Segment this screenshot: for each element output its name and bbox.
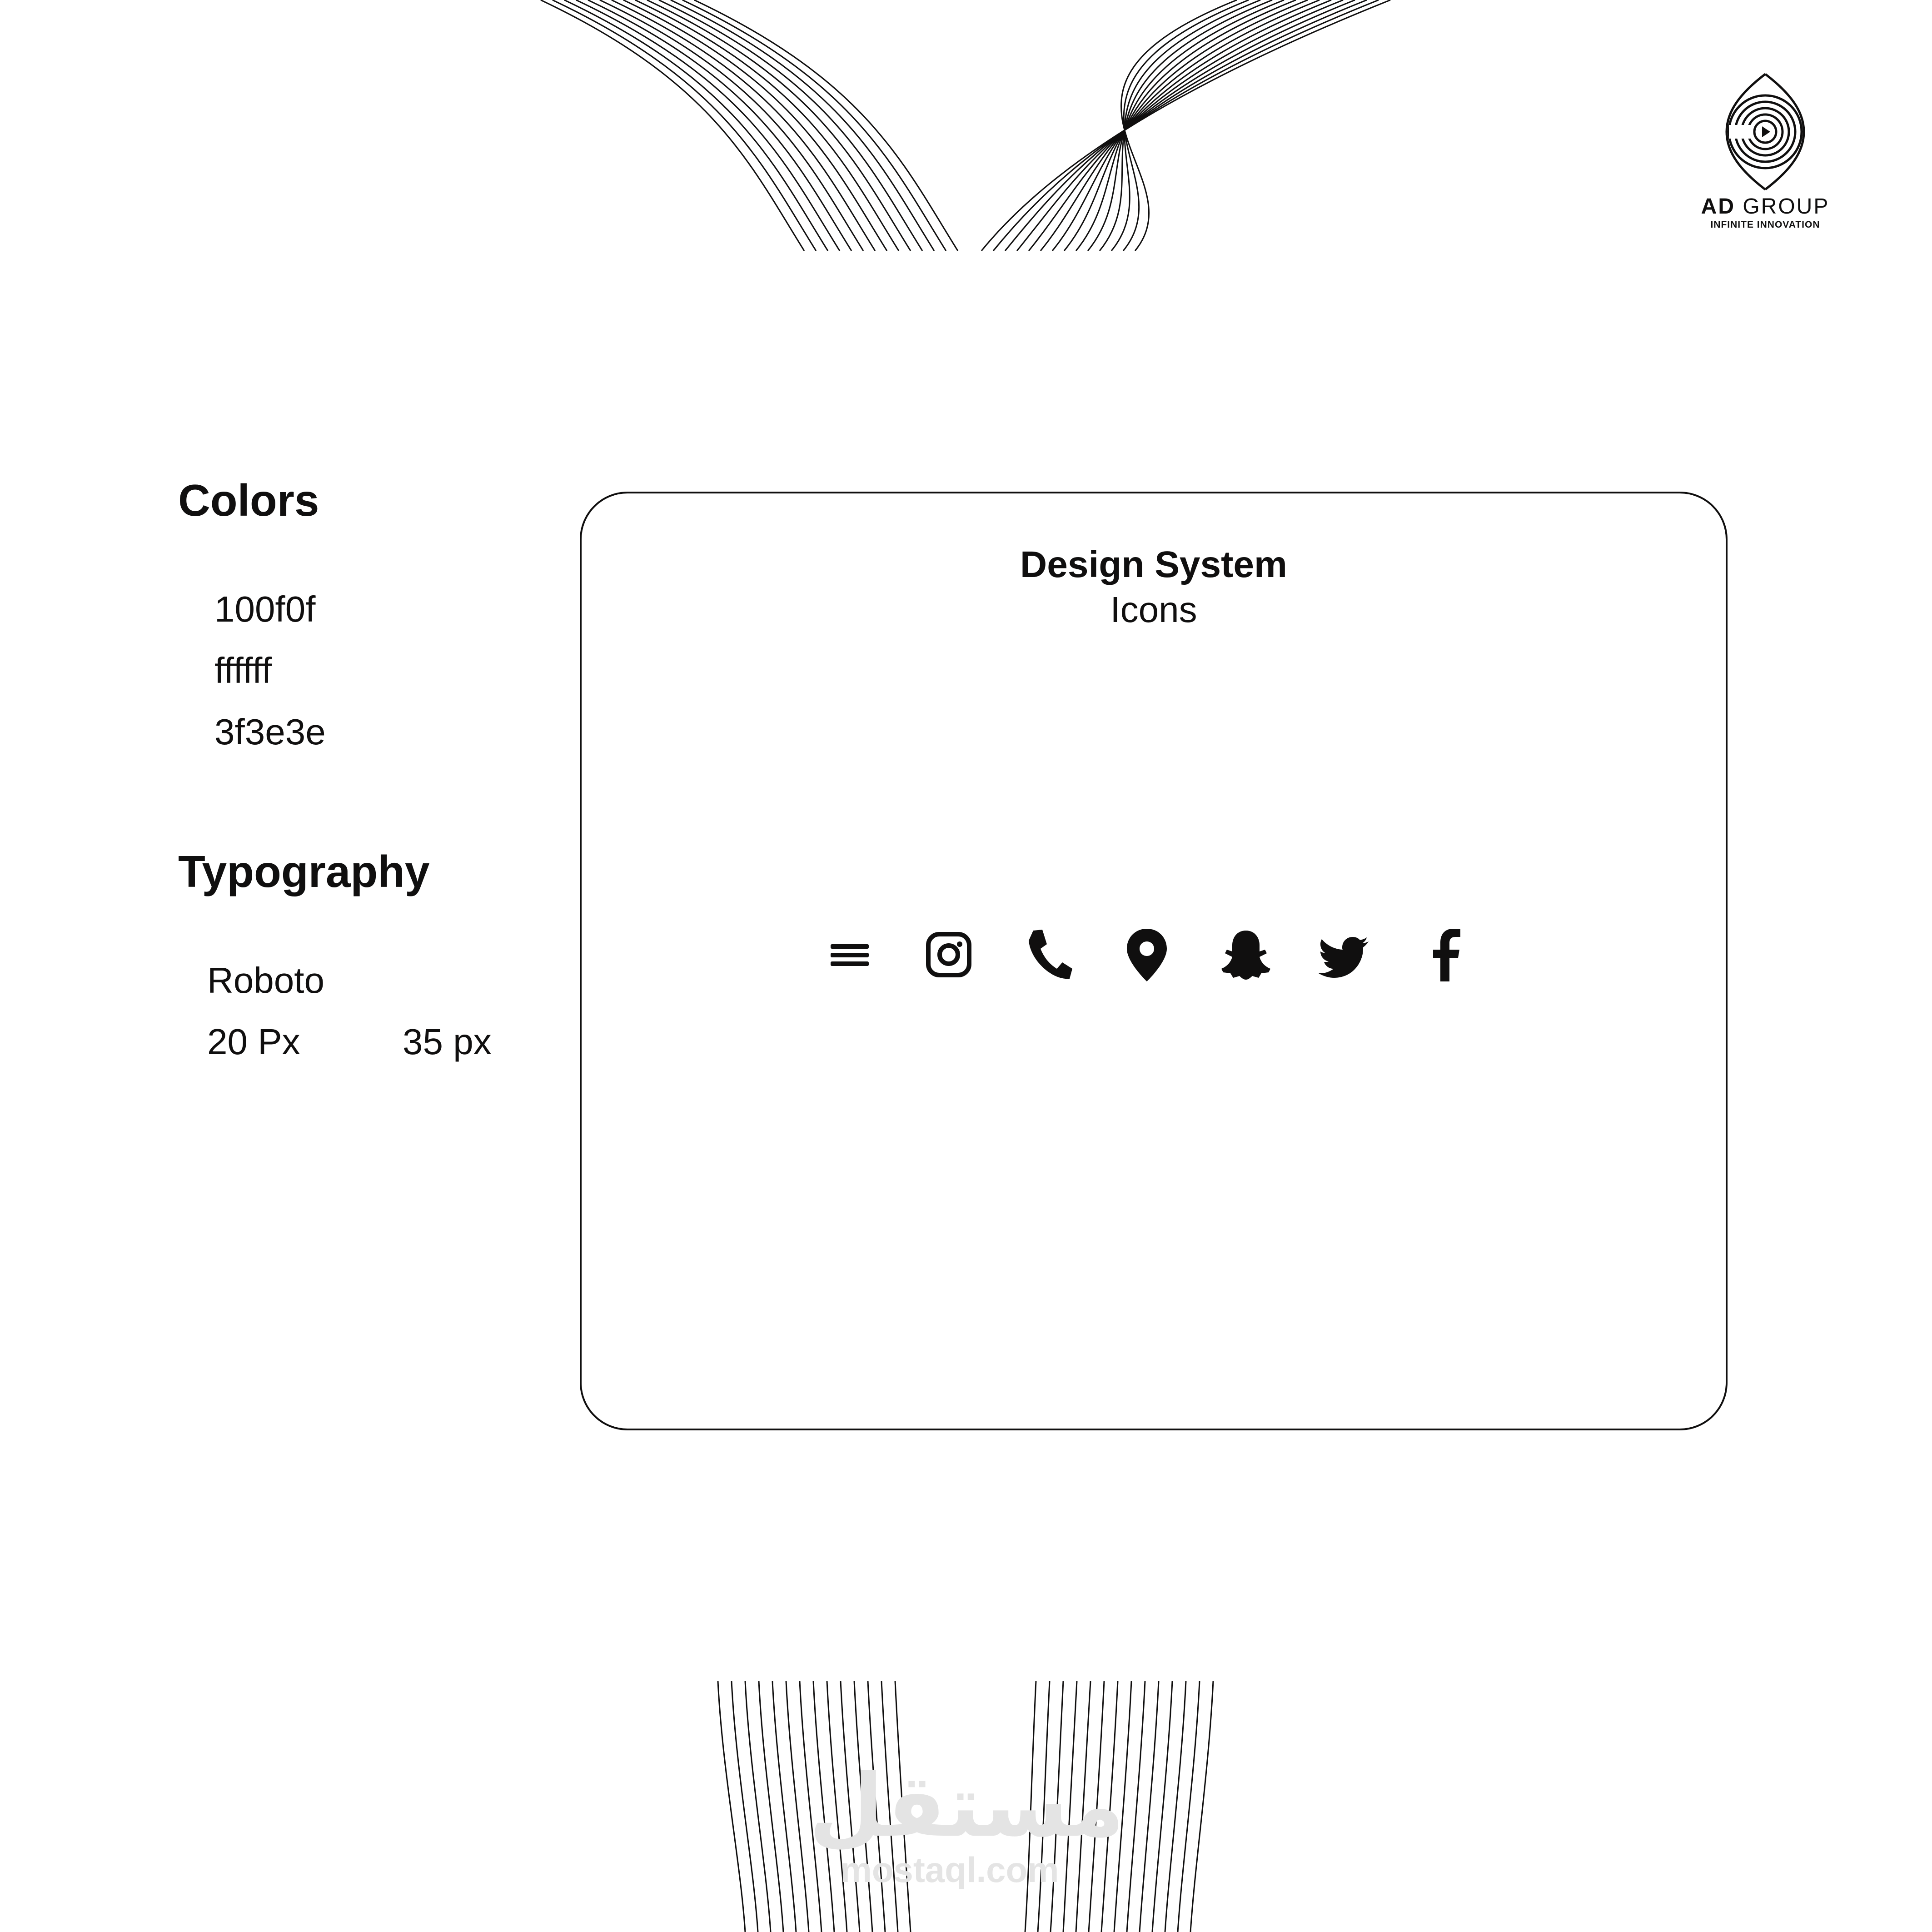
top-right-arc-lines [981,0,1390,251]
typography-heading: Typography [178,846,430,896]
color-value-2: ffffff [214,650,272,691]
vertical-line [745,1681,771,1932]
arc-line [694,0,958,251]
mostaql-watermark [809,1756,1125,1890]
vertical-line [1165,1681,1186,1932]
arc-line [600,0,863,251]
location-pin-icon[interactable] [1120,925,1174,984]
watermark-latin: mostaql.com [840,1850,1059,1890]
vertical-line [1178,1681,1200,1932]
brand-name [1690,194,1840,219]
brand-logo [1690,70,1840,234]
facebook-icon[interactable] [1417,925,1471,984]
vertical-line [772,1681,796,1932]
arc-line [612,0,875,251]
twitter-icon[interactable] [1318,925,1372,984]
brand-name-bold: AD [1701,194,1735,219]
vertical-line [718,1681,745,1932]
arc-line [564,0,828,251]
vertical-line [732,1681,758,1932]
snapchat-icon[interactable] [1219,925,1273,984]
arc-line [553,0,816,251]
font-size-small: 20 Px [207,1021,300,1062]
design-system-card [580,492,1728,1430]
spiral-play-icon [1722,70,1808,193]
brand-name-rest: GROUP [1743,194,1830,219]
font-name: Roboto [207,960,324,1001]
menu-icon[interactable] [822,925,877,984]
top-left-arc-lines [541,0,958,251]
vertical-line [759,1681,783,1932]
vertical-line [786,1681,809,1932]
vertical-line [1190,1681,1213,1932]
font-size-large: 35 px [403,1021,492,1062]
card-subtitle: Icons [1110,589,1197,630]
icon-row [822,925,1459,984]
arc-line [623,0,887,251]
instagram-icon[interactable] [921,925,976,984]
colors-heading: Colors [178,475,319,525]
arc-line [576,0,840,251]
arc-line [659,0,922,251]
phone-icon[interactable] [1021,925,1075,984]
color-value-3: 3f3e3e [214,712,326,752]
watermark-arabic: مستقل [809,1756,1125,1856]
arc-line [647,0,911,251]
color-value-1: 100f0f [214,589,316,629]
arc-line [671,0,934,251]
arc-line [682,0,946,251]
vertical-line [1152,1681,1172,1932]
arc-line [588,0,851,251]
brand-tagline: INFINITE INNOVATION [1710,219,1820,230]
card-title: Design System [1020,544,1287,585]
arc-line [635,0,899,251]
